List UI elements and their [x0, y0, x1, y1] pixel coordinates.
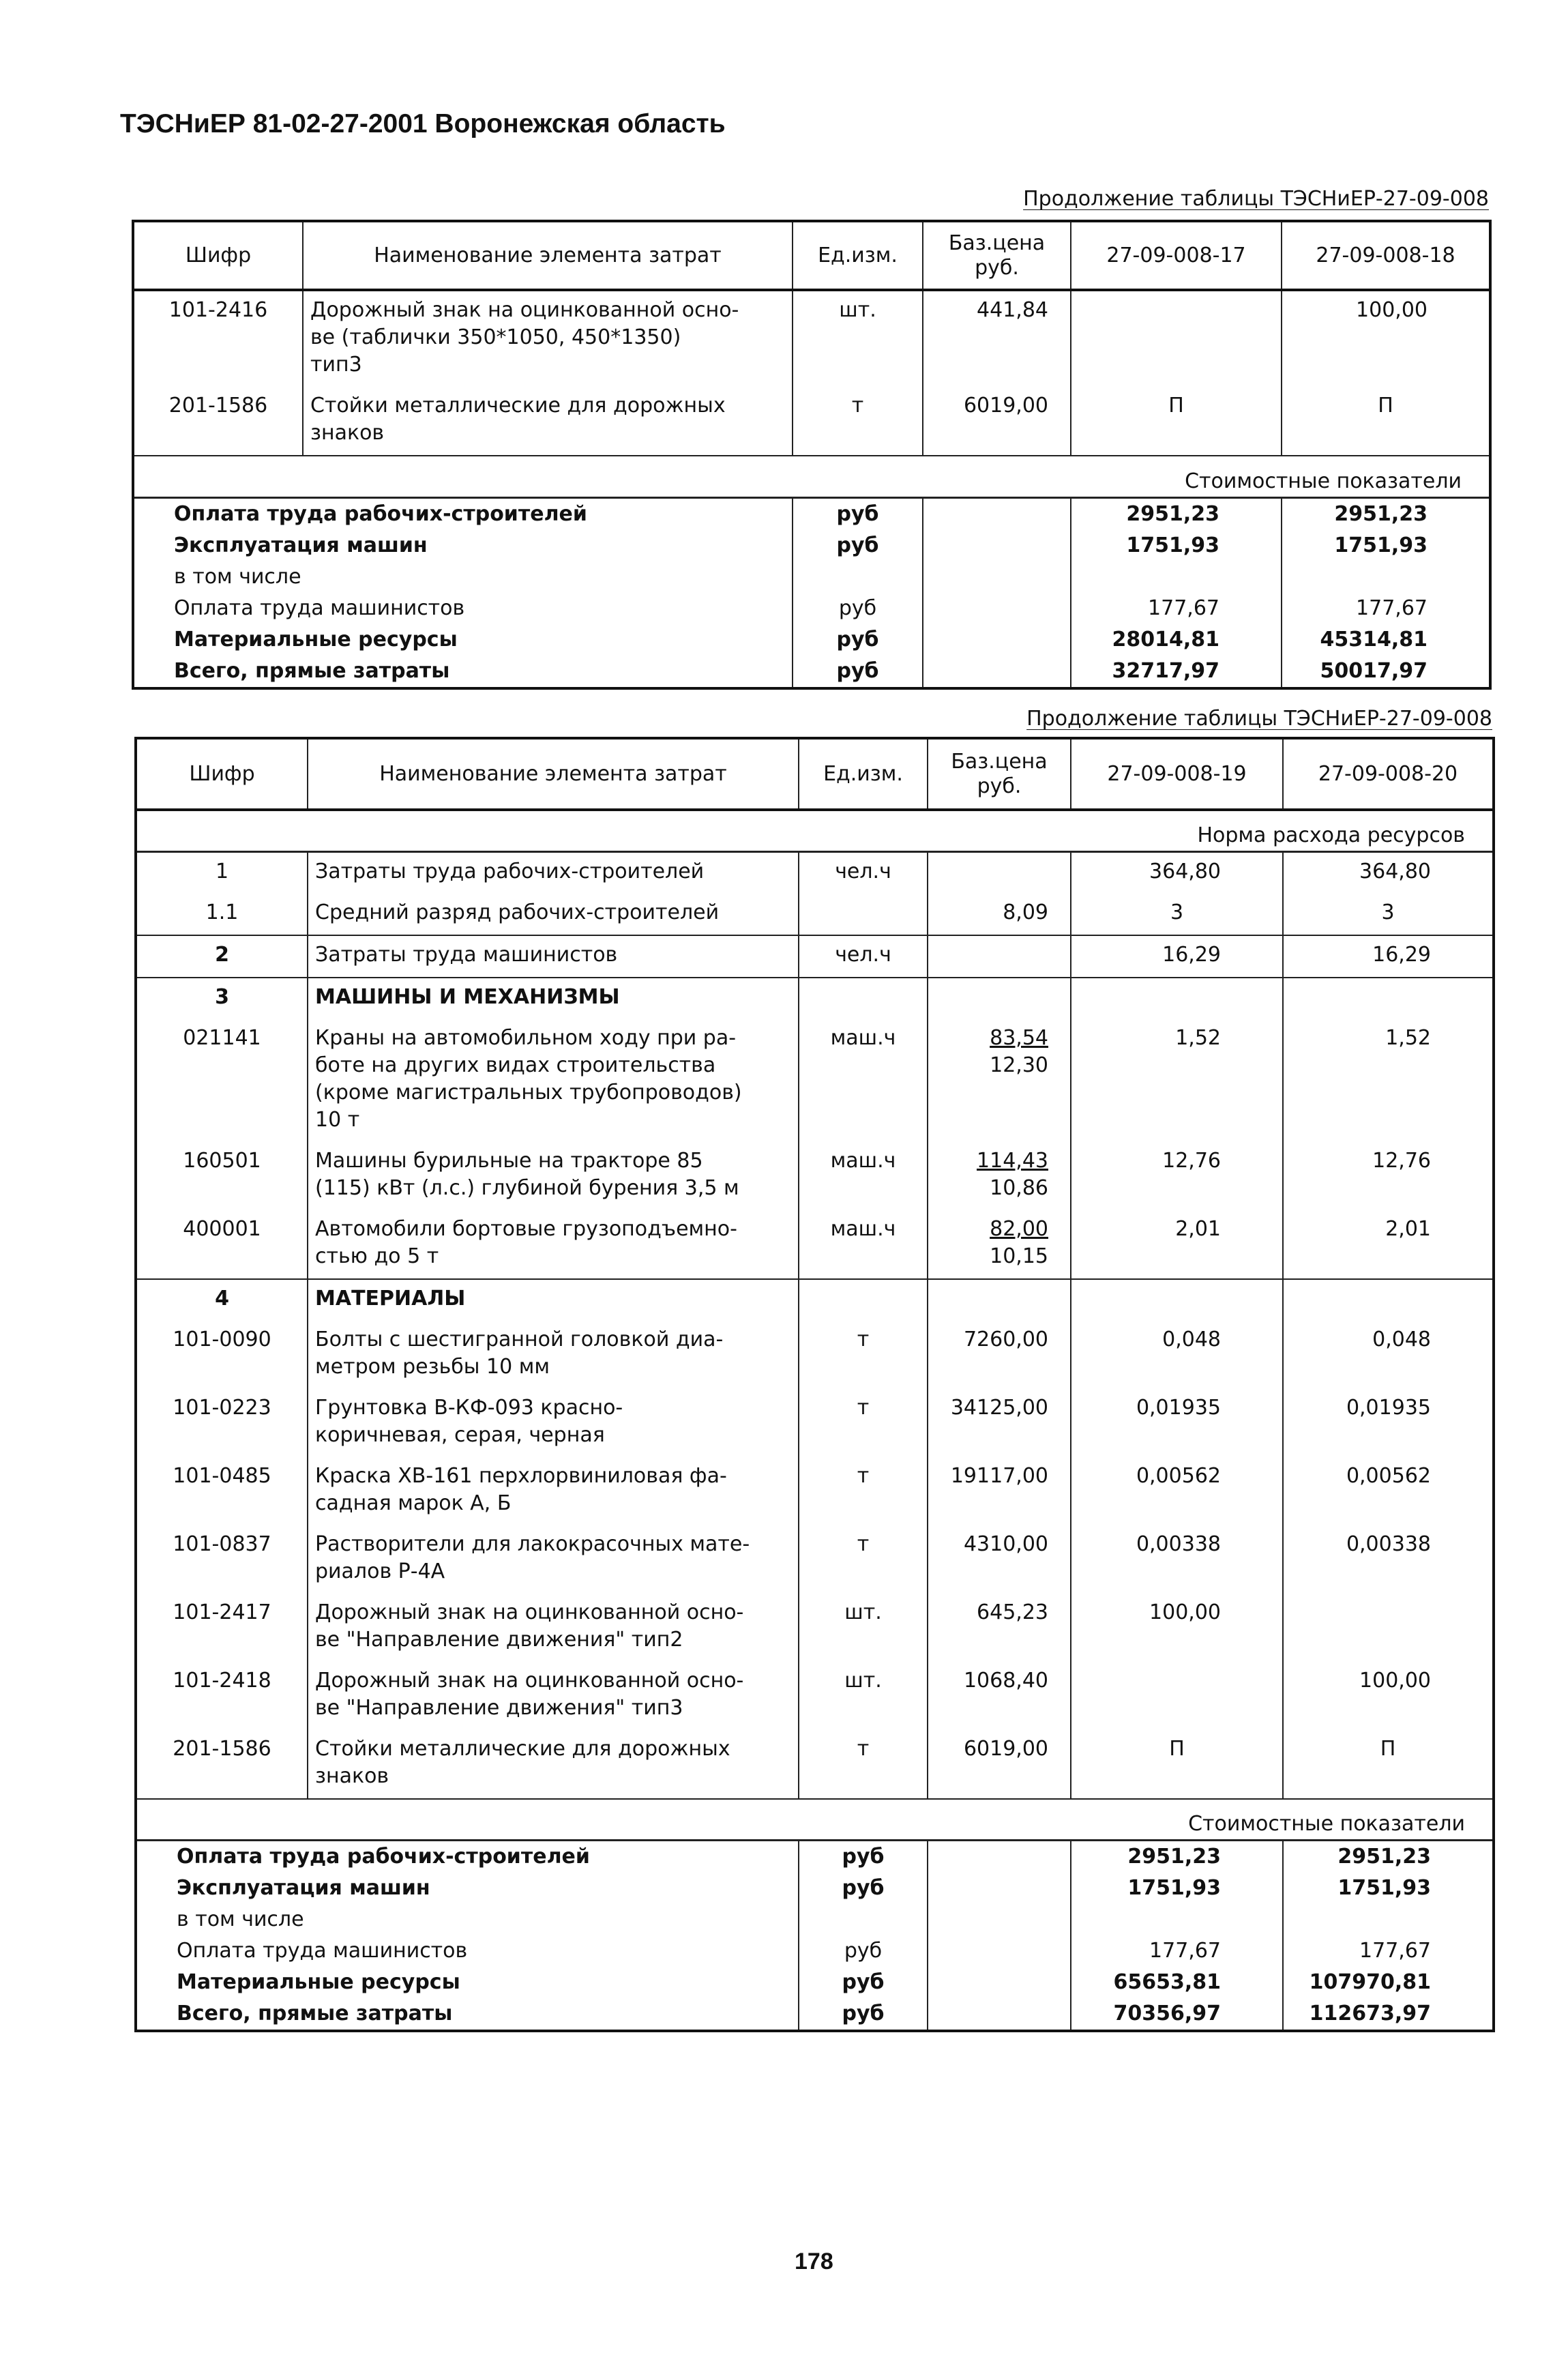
norm-value-b: П [1283, 1730, 1494, 1799]
resource-unit: шт. [799, 1662, 928, 1730]
norm-value-b: 1,52 [1283, 1019, 1494, 1142]
cost-value-b [1282, 561, 1490, 593]
resource-price [928, 1662, 1071, 1730]
resource-row [136, 1019, 1494, 1142]
cost-row [133, 656, 1490, 688]
cost-name: Всего, прямые затраты [136, 1998, 799, 2031]
resource-name: Дорожный знак на оцинкованной осно- ве "Направление движения" тип3 [308, 1662, 799, 1730]
norm-value-b: 2,01 [1283, 1210, 1494, 1279]
resource-unit: т [799, 1321, 928, 1389]
column-header-unit: Ед.изм. [799, 738, 928, 810]
cost-row [133, 497, 1490, 530]
resource-price [928, 935, 1071, 978]
resource-unit [799, 894, 928, 935]
base-price: 1068,40 [963, 1668, 1048, 1693]
norm-value-a: П [1071, 1730, 1283, 1799]
cost-value-a: 65653,81 [1071, 1967, 1283, 1998]
resource-unit: маш.ч [799, 1019, 928, 1142]
column-header-b: 27-09-008-20 [1283, 738, 1494, 810]
resource-unit: т [799, 1389, 928, 1457]
resource-row [136, 1210, 1494, 1279]
section-row [133, 456, 1490, 497]
base-price: 441,84 [977, 298, 1048, 322]
resource-name: Краска ХВ-161 перхлорвиниловая фа- садная марок А, Б [308, 1457, 799, 1525]
cost-price-empty [928, 1998, 1071, 2031]
cost-value-b: 45314,81 [1282, 624, 1490, 656]
resource-unit: т [793, 387, 923, 456]
resource-name: Растворители для лакокрасочных мате- риалов Р-4А [308, 1525, 799, 1594]
cost-price-empty [928, 1935, 1071, 1967]
base-price-wages: 10,15 [990, 1244, 1048, 1268]
resource-unit [799, 978, 928, 1019]
resource-code: 4 [136, 1279, 308, 1321]
norm-value-b: 0,00338 [1283, 1525, 1494, 1594]
resource-price [928, 1594, 1071, 1662]
document-title: ТЭСНиЕР 81-02-27-2001 Воронежская область [120, 109, 726, 138]
base-price: 19117,00 [950, 1463, 1048, 1488]
resource-row [136, 1662, 1494, 1730]
cost-row [136, 1935, 1494, 1967]
resource-code: 201-1586 [136, 1730, 308, 1799]
norm-value-a [1071, 978, 1283, 1019]
cost-price-empty [928, 1967, 1071, 1998]
column-header-price: Баз.цена руб. [923, 221, 1071, 290]
resource-row [133, 387, 1490, 456]
resource-unit: маш.ч [799, 1142, 928, 1210]
cost-row [133, 561, 1490, 593]
cost-unit: руб [799, 1841, 928, 1873]
cost-name: Оплата труда рабочих-строителей [133, 497, 793, 530]
section-label: Норма расхода ресурсов [136, 810, 1494, 851]
resource-code: 1.1 [136, 894, 308, 935]
resource-name: Дорожный знак на оцинкованной осно- ве "Направление движения" тип2 [308, 1594, 799, 1662]
resource-price [928, 1389, 1071, 1457]
resource-code: 1 [136, 851, 308, 894]
norm-value-b: 0,048 [1283, 1321, 1494, 1389]
norm-value-b: 100,00 [1283, 1662, 1494, 1730]
norm-value-b [1283, 1279, 1494, 1321]
norm-value-b [1283, 978, 1494, 1019]
resource-code: 2 [136, 935, 308, 978]
resource-table-1 [132, 220, 1492, 690]
cost-price-empty [928, 1873, 1071, 1904]
cost-name: Материальные ресурсы [133, 624, 793, 656]
cost-value-a: 177,67 [1071, 1935, 1283, 1967]
cost-name: Всего, прямые затраты [133, 656, 793, 688]
section-label: Стоимостные показатели [133, 456, 1490, 497]
norm-value-a: П [1071, 387, 1282, 456]
section-row [136, 810, 1494, 851]
cost-unit: руб [793, 497, 923, 530]
norm-value-b [1283, 1594, 1494, 1662]
resource-row [136, 1279, 1494, 1321]
resource-code: 3 [136, 978, 308, 1019]
cost-unit: руб [799, 1998, 928, 2031]
cost-value-b: 177,67 [1283, 1935, 1494, 1967]
resource-code: 400001 [136, 1210, 308, 1279]
resource-unit: шт. [793, 290, 923, 387]
cost-price-empty [923, 561, 1071, 593]
base-price: 82,00 [990, 1216, 1048, 1241]
column-header-code: Шифр [133, 221, 303, 290]
resource-price [928, 1142, 1071, 1210]
column-header-a: 27-09-008-19 [1071, 738, 1283, 810]
resource-unit: маш.ч [799, 1210, 928, 1279]
resource-price [928, 1019, 1071, 1142]
norm-value-b: 16,29 [1283, 935, 1494, 978]
norm-value-b: П [1282, 387, 1490, 456]
base-price: 4310,00 [963, 1532, 1048, 1556]
resource-unit: т [799, 1525, 928, 1594]
resource-code: 101-2418 [136, 1662, 308, 1730]
resource-code: 101-0837 [136, 1525, 308, 1594]
cost-value-a [1071, 1904, 1283, 1935]
cost-value-a: 28014,81 [1071, 624, 1282, 656]
cost-name: Эксплуатация машин [133, 530, 793, 561]
cost-row [136, 1841, 1494, 1873]
cost-value-a: 1751,93 [1071, 530, 1282, 561]
norm-value-a: 1,52 [1071, 1019, 1283, 1142]
base-price: 6019,00 [963, 1736, 1048, 1761]
norm-value-b: 364,80 [1283, 851, 1494, 894]
resource-name: Машины бурильные на тракторе 85 (115) кВт (л.с.) глубиной бурения 3,5 м [308, 1142, 799, 1210]
cost-price-empty [923, 624, 1071, 656]
norm-value-a [1071, 290, 1282, 387]
cost-value-b: 1751,93 [1283, 1873, 1494, 1904]
norm-value-a: 12,76 [1071, 1142, 1283, 1210]
resource-price [923, 290, 1071, 387]
resource-code: 101-2417 [136, 1594, 308, 1662]
section-row [136, 1799, 1494, 1841]
resource-price [928, 851, 1071, 894]
base-price: 114,43 [977, 1148, 1048, 1173]
norm-value-a [1071, 1662, 1283, 1730]
cost-unit: руб [799, 1967, 928, 1998]
resource-price [928, 1210, 1071, 1279]
cost-value-b [1283, 1904, 1494, 1935]
resource-code: 021141 [136, 1019, 308, 1142]
cost-unit: руб [793, 530, 923, 561]
table-caption: Продолжение таблицы ТЭСНиЕР-27-09-008 [1026, 707, 1492, 731]
cost-value-a: 177,67 [1071, 593, 1282, 624]
cost-row [133, 593, 1490, 624]
norm-value-b: 0,01935 [1283, 1389, 1494, 1457]
resource-code: 101-0485 [136, 1457, 308, 1525]
cost-row [136, 1873, 1494, 1904]
cost-value-a: 32717,97 [1071, 656, 1282, 688]
resource-code: 101-0223 [136, 1389, 308, 1457]
resource-table-2 [134, 737, 1495, 2032]
norm-value-a: 0,00562 [1071, 1457, 1283, 1525]
cost-value-a: 70356,97 [1071, 1998, 1283, 2031]
column-header-name: Наименование элемента затрат [303, 221, 793, 290]
resource-unit: т [799, 1457, 928, 1525]
norm-value-a: 3 [1071, 894, 1283, 935]
resource-row [136, 1321, 1494, 1389]
cost-name: Материальные ресурсы [136, 1967, 799, 1998]
cost-price-empty [923, 497, 1071, 530]
resource-code: 160501 [136, 1142, 308, 1210]
base-price: 6019,00 [963, 394, 1048, 418]
norm-value-a: 0,00338 [1071, 1525, 1283, 1594]
cost-value-b: 177,67 [1282, 593, 1490, 624]
resource-price [923, 387, 1071, 456]
resource-price [928, 1457, 1071, 1525]
cost-row [136, 1998, 1494, 2031]
base-price: 7260,00 [963, 1327, 1048, 1351]
resource-name: Краны на автомобильном ходу при ра- боте на других видах строительства (кроме магистральных трубопроводов) 10 т [308, 1019, 799, 1142]
cost-value-a [1071, 561, 1282, 593]
cost-value-b: 107970,81 [1283, 1967, 1494, 1998]
page-number: 178 [795, 2249, 833, 2274]
cost-row [133, 624, 1490, 656]
resource-unit: т [799, 1730, 928, 1799]
norm-value-b: 12,76 [1283, 1142, 1494, 1210]
column-header-unit: Ед.изм. [793, 221, 923, 290]
cost-unit: руб [793, 593, 923, 624]
resource-name: Затраты труда машинистов [308, 935, 799, 978]
resource-name: Болты с шестигранной головкой диа- метром резьбы 10 мм [308, 1321, 799, 1389]
table-header-row [136, 738, 1494, 810]
resource-price [928, 1730, 1071, 1799]
resource-unit [799, 1279, 928, 1321]
resource-name: Стойки металлические для дорожных знаков [308, 1730, 799, 1799]
cost-unit [793, 561, 923, 593]
norm-value-b: 100,00 [1282, 290, 1490, 387]
norm-value-a: 0,01935 [1071, 1389, 1283, 1457]
resource-row [136, 978, 1494, 1019]
norm-value-a: 364,80 [1071, 851, 1283, 894]
norm-value-a: 16,29 [1071, 935, 1283, 978]
section-label: Стоимостные показатели [136, 1799, 1494, 1841]
cost-value-a: 2951,23 [1071, 1841, 1283, 1873]
base-price-wages: 10,86 [990, 1175, 1048, 1200]
resource-name: МАШИНЫ И МЕХАНИЗМЫ [308, 978, 799, 1019]
resource-name: Стойки металлические для дорожных знаков [303, 387, 793, 456]
resource-code: 201-1586 [133, 387, 303, 456]
cost-price-empty [928, 1904, 1071, 1935]
resource-row [136, 851, 1494, 894]
resource-row [136, 1730, 1494, 1799]
base-price: 34125,00 [950, 1395, 1048, 1420]
norm-value-b: 3 [1283, 894, 1494, 935]
norm-value-b: 0,00562 [1283, 1457, 1494, 1525]
cost-value-a: 2951,23 [1071, 497, 1282, 530]
cost-unit: руб [793, 624, 923, 656]
base-price: 8,09 [1003, 900, 1048, 924]
resource-price [928, 1321, 1071, 1389]
resource-row [133, 290, 1490, 387]
base-price-wages: 12,30 [990, 1053, 1048, 1077]
resource-row [136, 1457, 1494, 1525]
resource-name: Грунтовка В-КФ-093 красно- коричневая, серая, черная [308, 1389, 799, 1457]
cost-unit: руб [799, 1873, 928, 1904]
cost-value-b: 50017,97 [1282, 656, 1490, 688]
column-header-a: 27-09-008-17 [1071, 221, 1282, 290]
base-price: 645,23 [977, 1600, 1048, 1624]
cost-name: Оплата труда машинистов [136, 1935, 799, 1967]
resource-price [928, 1525, 1071, 1594]
cost-value-b: 112673,97 [1283, 1998, 1494, 2031]
column-header-price: Баз.цена руб. [928, 738, 1071, 810]
cost-value-a: 1751,93 [1071, 1873, 1283, 1904]
resource-price [928, 1279, 1071, 1321]
cost-name: Оплата труда машинистов [133, 593, 793, 624]
cost-unit: руб [799, 1935, 928, 1967]
resource-row [136, 935, 1494, 978]
table-header-row [133, 221, 1490, 290]
cost-price-empty [928, 1841, 1071, 1873]
norm-value-a [1071, 1279, 1283, 1321]
resource-row [136, 1142, 1494, 1210]
base-price: 83,54 [990, 1025, 1048, 1050]
resource-name: Затраты труда рабочих-строителей [308, 851, 799, 894]
cost-price-empty [923, 530, 1071, 561]
cost-name: в том числе [133, 561, 793, 593]
cost-unit: руб [793, 656, 923, 688]
resource-name: Автомобили бортовые грузоподъемно- стью до 5 т [308, 1210, 799, 1279]
resource-name: МАТЕРИАЛЫ [308, 1279, 799, 1321]
table-caption: Продолжение таблицы ТЭСНиЕР-27-09-008 [1023, 187, 1489, 211]
cost-price-empty [923, 593, 1071, 624]
column-header-b: 27-09-008-18 [1282, 221, 1490, 290]
resource-code: 101-2416 [133, 290, 303, 387]
column-header-code: Шифр [136, 738, 308, 810]
resource-unit: шт. [799, 1594, 928, 1662]
cost-price-empty [923, 656, 1071, 688]
resource-row [136, 1594, 1494, 1662]
cost-row [133, 530, 1490, 561]
resource-price [928, 978, 1071, 1019]
resource-row [136, 894, 1494, 935]
cost-row [136, 1967, 1494, 1998]
column-header-name: Наименование элемента затрат [308, 738, 799, 810]
norm-value-a: 0,048 [1071, 1321, 1283, 1389]
norm-value-a: 2,01 [1071, 1210, 1283, 1279]
resource-row [136, 1525, 1494, 1594]
cost-name: Оплата труда рабочих-строителей [136, 1841, 799, 1873]
cost-value-b: 2951,23 [1282, 497, 1490, 530]
resource-name: Дорожный знак на оцинкованной осно- ве (таблички 350*1050, 450*1350) тип3 [303, 290, 793, 387]
resource-row [136, 1389, 1494, 1457]
resource-name: Средний разряд рабочих-строителей [308, 894, 799, 935]
resource-price [928, 894, 1071, 935]
cost-unit [799, 1904, 928, 1935]
norm-value-a: 100,00 [1071, 1594, 1283, 1662]
resource-code: 101-0090 [136, 1321, 308, 1389]
cost-value-b: 1751,93 [1282, 530, 1490, 561]
resource-unit: чел.ч [799, 935, 928, 978]
cost-value-b: 2951,23 [1283, 1841, 1494, 1873]
cost-name: в том числе [136, 1904, 799, 1935]
cost-row [136, 1904, 1494, 1935]
cost-name: Эксплуатация машин [136, 1873, 799, 1904]
resource-unit: чел.ч [799, 851, 928, 894]
